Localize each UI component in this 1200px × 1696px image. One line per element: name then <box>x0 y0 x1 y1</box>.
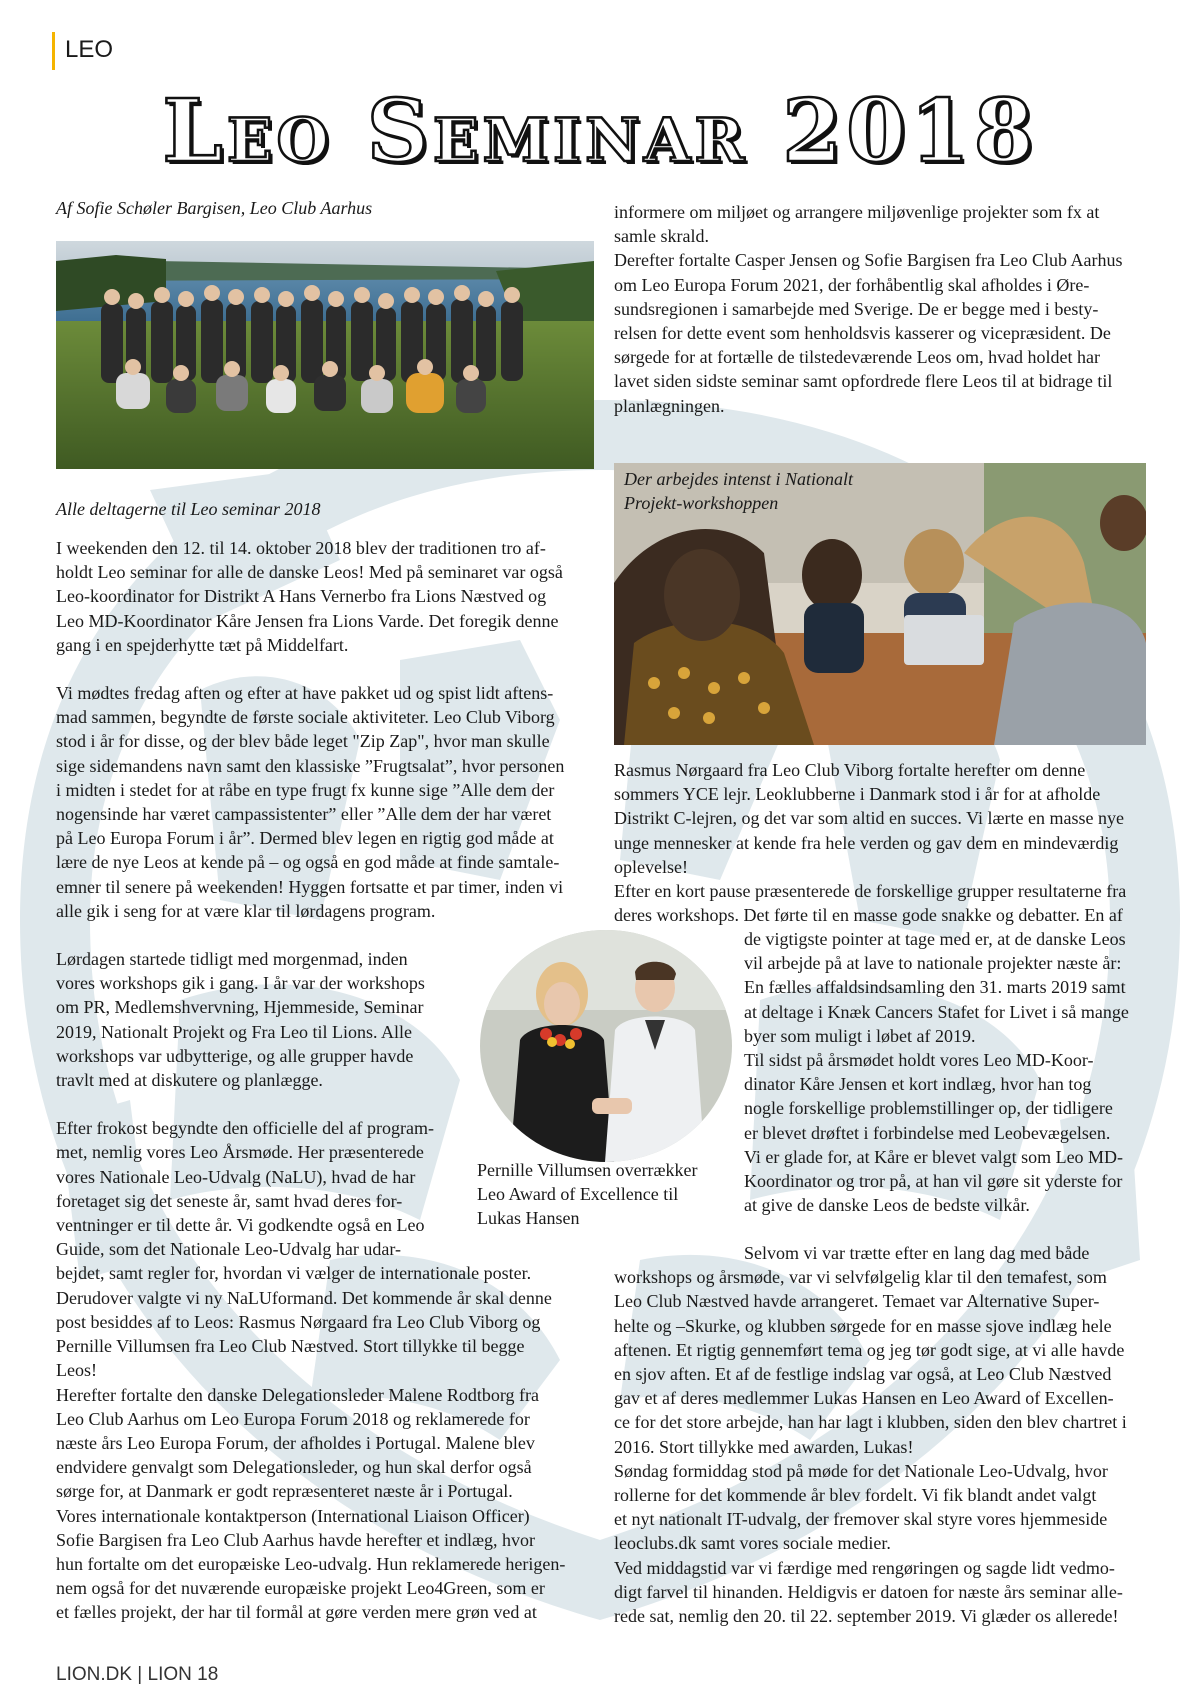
paragraph-line: ventninger er til dette år. Vi godkendte også en Leo <box>56 1215 425 1236</box>
paragraph-line: mad sammen, begyndte de første sociale aktiviteter. Leo Club Viborg <box>56 707 555 728</box>
paragraph-line: Rasmus Nørgaard fra Leo Club Viborg fortalte herefter om denne <box>614 760 1086 780</box>
paragraph-line: ce for det store arbejde, han har lagt i klubben, siden den blev chartret i <box>614 1412 1127 1433</box>
paragraph-line: alle gik i seng for at være klar til lørdagens program. <box>56 900 436 921</box>
right-column-narrow <box>744 927 1164 1217</box>
paragraph-line: Lørdagen startede tidligt med morgenmad, inden <box>56 949 408 970</box>
paragraph-line: foretaget sig det seneste år, samt hvad deres for- <box>56 1190 403 1211</box>
paragraph-line: aftenen. Et rigtig gennemført tema og jeg tør godt sige, at vi alle havde <box>614 1339 1125 1360</box>
paragraph-line: Derefter fortalte Casper Jensen og Sofie Bargisen fra Leo Club Aarhus <box>614 250 1123 271</box>
paragraph-line: workshops var udbytterige, og alle grupper havde <box>56 1045 414 1066</box>
paragraph-line: Sofie Bargisen fra Leo Club Aarhus havde herefter et indlæg, hvor <box>56 1529 536 1550</box>
paragraph-line: Herefter fortalte den danske Delegationsleder Malene Rodtborg fra <box>56 1384 539 1405</box>
paragraph-line: Distrikt C-lejren, og det var som altid en succes. Vi lærte en masse nye <box>614 808 1124 829</box>
paragraph-line: emner til senere på weekenden! Hyggen fortsatte et par timer, inden vi <box>56 876 564 897</box>
paragraph-line: et nyt nationalt IT-udvalg, der fremover skal styre vores hjemmeside <box>614 1509 1108 1530</box>
paragraph-line: at deltage i Knæk Cancers Stafet for Livet i så mange <box>744 1001 1129 1022</box>
paragraph-line: Derudover valgte vi ny NaLUformand. Det kommende år skal denne <box>56 1287 552 1308</box>
paragraph-line: bejdet, samt regler for, hvordan vi vælger de internationale poster. <box>56 1263 532 1284</box>
paragraph-line: dinator Kåre Jensen et kort indlæg, hvor han tog <box>744 1074 1092 1095</box>
paragraph-line: byer som muligt i løbet af 2019. <box>744 1025 976 1046</box>
paragraph-line: travlt med at diskutere og planlægge. <box>56 1070 323 1091</box>
paragraph-line: rollerne for det kommende år blev fordelt. Vi fik blandt andet valgt <box>614 1485 1097 1506</box>
paragraph-line: Leo Club Aarhus om Leo Europa Forum 2018 og reklamerede for <box>56 1408 530 1429</box>
paragraph-line: på Leo Europa Forum i år”. Dermed blev legen en rigtig god måde at <box>56 828 554 849</box>
paragraph-line: lavet siden sidste seminar samt opfordrede flere Leos til at bidrage til <box>614 371 1113 392</box>
paragraph-line: sige sidemandens navn samt den klassiske ”Frugtsalat”, hvor personen <box>56 755 565 776</box>
left-column-top <box>56 536 596 1625</box>
paragraph-line: om PR, Medlemshvervning, Hjemmeside, Seminar <box>56 997 424 1018</box>
section-label: LEO <box>52 32 113 70</box>
paragraph-line: Guide, som det Nationale Leo-Udvalg har udar- <box>56 1239 402 1260</box>
paragraph-line: I weekenden den 12. til 14. oktober 2018 blev der traditionen tro af- <box>56 538 546 558</box>
paragraph-line: endvidere genvalgt som Delegationsleder, og hun skal derfor også <box>56 1457 532 1478</box>
paragraph-line: post besiddes af to Leos: Rasmus Nørgaard fra Leo Club Viborg og <box>56 1311 541 1332</box>
paragraph-line: Leo MD-Koordinator Kåre Jensen fra Lions Varde. Det foregik denne <box>56 610 559 631</box>
paragraph-line: Søndag formiddag stod på møde for det Nationale Leo-Udvalg, hvor <box>614 1460 1108 1481</box>
paragraph-line: Leos! <box>56 1360 97 1381</box>
paragraph-line: En fælles affaldsindsamling den 31. marts 2019 samt <box>744 977 1126 998</box>
paragraph-line: Pernille Villumsen fra Leo Club Næstved. Stort tillykke til begge <box>56 1336 525 1357</box>
paragraph-line: vil arbejde på at lave to nationale projekter næste år: <box>744 953 1122 974</box>
paragraph-line: Vores internationale kontaktperson (International Liaison Officer) <box>56 1505 530 1526</box>
group-photo-caption: Alle deltagerne til Leo seminar 2018 <box>56 499 321 519</box>
paragraph-line: et fælles projekt, der har til formål at gøre verden mere grøn ved at <box>56 1602 537 1623</box>
paragraph-line: om Leo Europa Forum 2021, der forhåbentlig skal afholdes i Øre- <box>614 274 1090 295</box>
paragraph-line: gang i en spejderhytte tæt på Middelfart. <box>56 634 349 655</box>
paragraph-line: nogensinde har været campassistenter” eller ”Alle dem der har været <box>56 804 552 825</box>
paragraph-line: Ved middagstid var vi færdige med rengøringen og sagde lidt vedmo- <box>614 1557 1115 1578</box>
paragraph-line: lære de nye Leos at kende på – og også en god måde at finde samtale- <box>56 852 560 873</box>
paragraph-line: Vi er glade for, at Kåre er blevet valgt som Leo MD- <box>744 1146 1124 1167</box>
paragraph-line: samle skrald. <box>614 226 709 247</box>
paragraph-line: leoclubs.dk samt vores sociale medier. <box>614 1533 891 1554</box>
paragraph-line: met, nemlig vores Leo Årsmøde. Her præsenterede <box>56 1142 424 1163</box>
right-column-middle <box>614 758 1164 927</box>
paragraph-line: helte og –Skurke, og klubben sørgede for en masse sjove indlæg hele <box>614 1315 1112 1336</box>
paragraph-line: sørgede for at fortælle de tilstedeværende Leos om, hvad holdet har <box>614 347 1101 368</box>
paragraph-line: 2016. Stort tillykke med awarden, Lukas! <box>614 1436 914 1457</box>
paragraph-line: holdt Leo seminar for alle de danske Leos! Med på seminaret var også <box>56 562 563 583</box>
paragraph-line: er blevet drøftet i forbindelse med Leobevægelsen. <box>744 1122 1111 1143</box>
paragraph-line: Koordinator og tror på, at han vil gøre sit yderste for <box>744 1171 1123 1192</box>
paragraph-line: unge mennesker at kende fra hele verden og gav dem en mindeværdig <box>614 832 1119 853</box>
paragraph-line: vores Nationale Leo-Udvalg (NaLU), hvad de har <box>56 1166 416 1187</box>
paragraph-line: nem også for det nuværende europæiske projekt Leo4Green, som er <box>56 1578 545 1599</box>
paragraph-line: sørge for, at Danmark er godt repræsenteret næste år i Portugal. <box>56 1481 513 1502</box>
paragraph-line: en sjov aften. Et af de festlige indslag var også, at Leo Club Næstved <box>614 1364 1112 1385</box>
paragraph-line: rede sat, nemlig den 20. til 22. september 2019. Vi glæder os allerede! <box>614 1606 1119 1627</box>
right-column-top <box>614 200 1154 418</box>
paragraph-line: 2019, Nationalt Projekt og Fra Leo til Lions. Alle <box>56 1021 412 1042</box>
paragraph-line: gav et af deres medlemmer Lukas Hansen en Leo Award of Excellen- <box>614 1388 1114 1409</box>
paragraph-line: i midten i stedet for at råbe en type frugt fx kunne sige ”Alle dem der <box>56 779 555 800</box>
paragraph-line: de vigtigste pointer at tage med er, at de danske Leos <box>744 929 1126 949</box>
workshop-photo-caption: Der arbejdes intenst i Nationalt Projekt-workshoppen <box>624 469 853 513</box>
paragraph-line: digt farvel til hinanden. Heldigvis er datoen for næste års seminar alle- <box>614 1581 1123 1602</box>
paragraph-line: planlægningen. <box>614 395 725 416</box>
paragraph-line: workshops og årsmøde, var vi selvfølgelig klar til den temafest, som <box>614 1267 1107 1288</box>
page-footer: LION.DK | LION 18 <box>56 1664 219 1685</box>
paragraph-line: Til sidst på årsmødet holdt vores Leo MD-Koor- <box>744 1050 1094 1071</box>
paragraph-line: at give de danske Leos de bedste vilkår. <box>744 1195 1030 1216</box>
paragraph-line: relsen for dette event som henholdsvis kasserer og vicepræsident. De <box>614 323 1111 344</box>
right-column-bottom <box>614 1241 1164 1628</box>
paragraph-line: Leo Club Næstved havde arrangeret. Temaet var Alternative Super- <box>614 1291 1100 1312</box>
paragraph-line: Efter en kort pause præsenterede de forskellige grupper resultaterne fra <box>614 881 1127 902</box>
byline: Af Sofie Schøler Bargisen, Leo Club Aarhus <box>56 198 373 218</box>
paragraph-line: informere om miljøet og arrangere miljøvenlige projekter som fx at <box>614 202 1100 222</box>
paragraph-line: deres workshops. Det førte til en masse gode snakke og debatter. En af <box>614 905 1123 926</box>
paragraph-line: nogle forskellige problemstillinger op, der tidligere <box>744 1098 1113 1119</box>
paragraph-line: vores workshops gik i gang. I år var der workshops <box>56 973 425 994</box>
paragraph-line: hun fortalte om det europæiske Leo-udvalg. Hun reklamerede herigen- <box>56 1553 566 1574</box>
paragraph-line: Leo-koordinator for Distrikt A Hans Vernerbo fra Lions Næstved og <box>56 586 547 607</box>
award-photo-caption: Pernille Villumsen overrækker Leo Award of Excellence til Lukas Hansen <box>477 1160 698 1228</box>
paragraph-line: oplevelse! <box>614 856 688 877</box>
paragraph-line: næste års Leo Europa Forum, der afholdes i Portugal. Malene blev <box>56 1432 535 1453</box>
paragraph-line: Selvom vi var trætte efter en lang dag med både <box>744 1243 1090 1263</box>
page-title: Leo Seminar 2018 <box>162 81 1038 182</box>
paragraph-line: sundsregionen i samarbejde med Sverige. De er begge med i besty- <box>614 298 1099 319</box>
paragraph-line: Vi mødtes fredag aften og efter at have pakket ud og spist lidt aftens- <box>56 683 554 704</box>
group-photo <box>56 241 594 469</box>
paragraph-line: sommers YCE lejr. Leoklubberne i Danmark stod i år for at afholde <box>614 784 1101 805</box>
paragraph-line: Efter frokost begyndte den officielle del af program- <box>56 1118 435 1139</box>
paragraph-line: stod i år for disse, og der blev både leget "Zip Zap", hvor man skulle <box>56 731 550 752</box>
